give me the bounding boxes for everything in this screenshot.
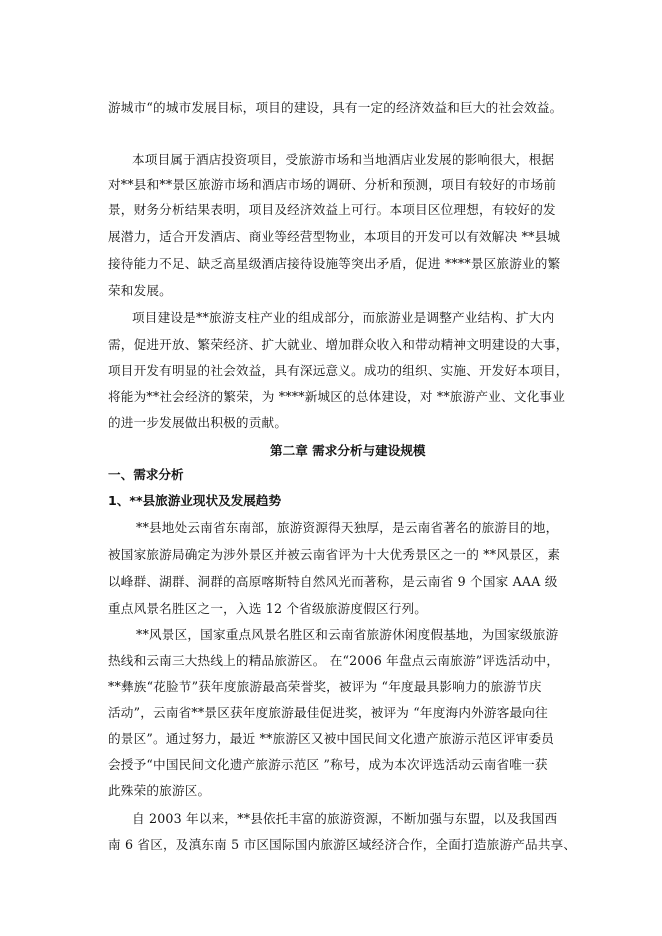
text-line-11: 将能为**社会经济的繁荣，为 ****新城区的总体建设，对 **旅游产业、文化事业: [108, 389, 565, 404]
text-line-23: 活动”，云南省**景区获年度旅游最佳促进奖，被评为 “年度海内外游客最向往: [108, 705, 548, 720]
text-line-18: 以峰群、湖群、洞群的高原喀斯特自然风光而著称，是云南省 9 个国家 AAA 级: [108, 574, 558, 589]
text-line-28: 南 6 省区，及滇东南 5 市区国际国内旅游区域经济合作，全面打造旅游产品共享、: [108, 837, 577, 852]
text-line-10: 项目开发有明显的社会效益，具有深远意义。成功的组织、实施、开发好本项目，: [108, 363, 569, 378]
text-line-8: 项目建设是**旅游支柱产业的组成部分，而旅游业是调整产业结构、扩大内: [132, 310, 555, 325]
text-line-16: **县地处云南省东南部，旅游资源得天独厚，是云南省著名的旅游目的地，: [136, 520, 559, 535]
text-line-17: 被国家旅游局确定为涉外景区并被云南省评为十大优秀景区之一的 **风景区，素: [108, 547, 561, 562]
text-line-22: **彝族“花脸节”获年度旅游最高荣誉奖，被评为 “年度最具影响力的旅游节庆: [108, 679, 542, 694]
text-line-5: 展潜力，适合开发酒店、商业等经营型物业，本项目的开发可以有效解决 **县城: [108, 229, 561, 244]
text-line-6: 接待能力不足、缺乏高星级酒店接待设施等突出矛盾，促进 ****景区旅游业的繁: [108, 256, 561, 271]
text-line-3: 对**县和**景区旅游市场和酒店市场的调研、分析和预测，项目有较好的市场前: [108, 177, 557, 192]
text-line-26: 此殊荣的旅游区。: [108, 783, 211, 798]
section-heading: 一、需求分析: [108, 467, 184, 482]
text-line-12: 的进一步发展做出积极的贡献。: [108, 415, 288, 430]
chapter-title: 第二章 需求分析与建设规模: [270, 443, 426, 458]
text-line-24: 的景区”。通过努力，最近 **旅游区又被中国民间文化遗产旅游示范区评审委员: [108, 731, 555, 746]
subsection-heading: 1、**县旅游业现状及发展趋势: [108, 493, 282, 508]
text-line-1: 游城市“的城市发展目标，项目的建设，具有一定的经济效益和巨大的社会效益。: [108, 100, 563, 115]
text-line-27: 自 2003 年以来，**县依托丰富的旅游资源，不断加强与东盟，以及我国西: [132, 811, 558, 826]
text-line-25: 会授予“中国民间文化遗产旅游示范区 ”称号，成为本次评选活动云南省唯一获: [108, 757, 548, 772]
text-line-7: 荣和发展。: [108, 283, 172, 298]
text-line-2: 本项目属于酒店投资项目，受旅游市场和当地酒店业发展的影响很大，根据: [132, 152, 555, 167]
text-line-19: 重点风景名胜区之一，入选 12 个省级旅游度假区行列。: [108, 601, 428, 616]
text-line-20: **风景区，国家重点风景名胜区和云南省旅游休闲度假基地，为国家级旅游: [136, 627, 559, 642]
text-line-4: 景，财务分析结果表明，项目及经济效益上可行。本项目区位理想，有较好的发: [108, 202, 556, 217]
text-line-9: 需，促进开放、繁荣经济、扩大就业、增加群众收入和带动精神文明建设的大事，: [108, 337, 569, 352]
text-line-21: 热线和云南三大热线上的精品旅游区。 在“2006 年盘点云南旅游”评选活动中，: [108, 653, 560, 668]
